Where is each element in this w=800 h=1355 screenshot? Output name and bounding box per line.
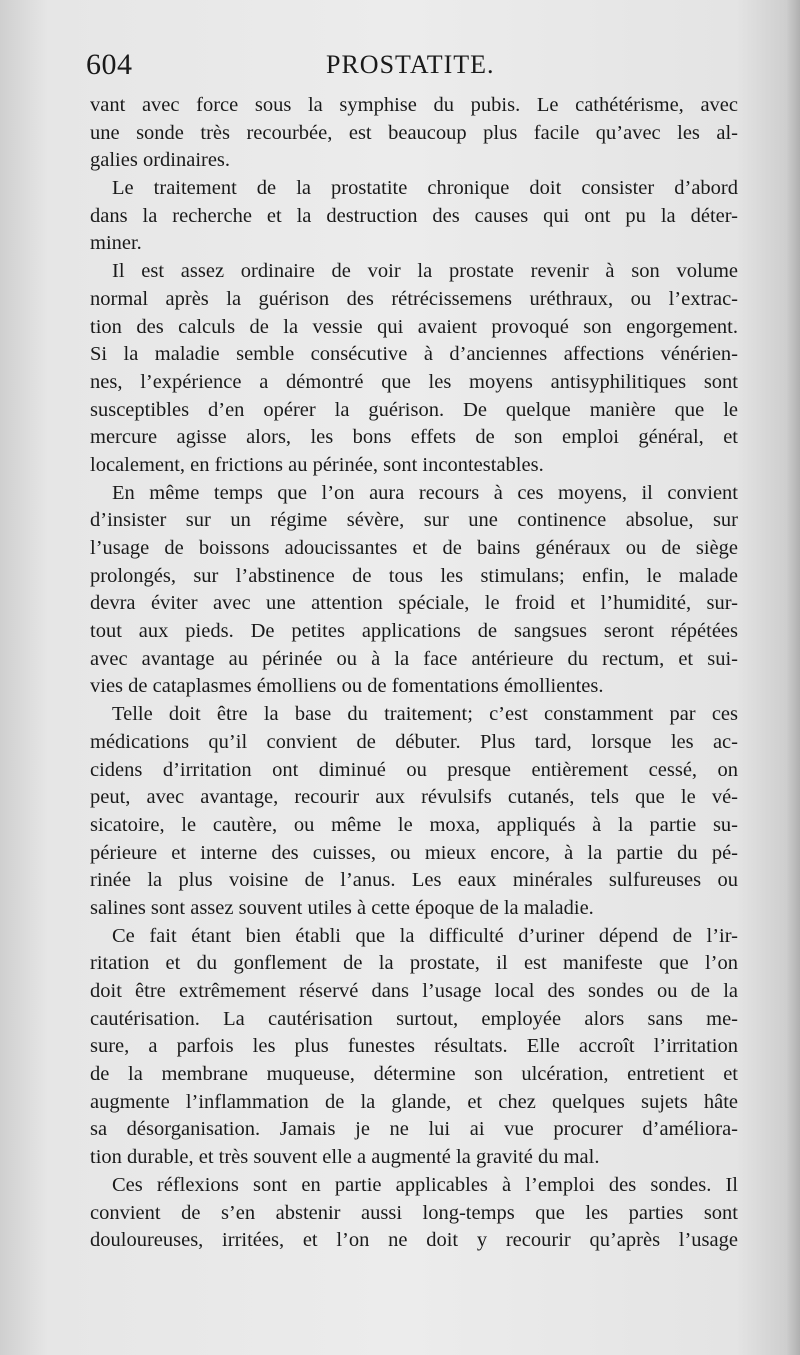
text-line: sicatoire, le cautère, ou même le moxa, appliqués à la partie su- <box>90 813 738 836</box>
text-line: Si la maladie semble consécutive à d’anciennes affections vénérien- <box>90 343 738 366</box>
text-line: vant avec force sous la symphise du pubis. Le cathétérisme, avec <box>90 94 738 116</box>
text-line: une sonde très recourbée, est beaucoup plus facile qu’avec les al- <box>90 121 738 144</box>
text-line: Ce fait étant bien établi que la difficulté d’uriner dépend de l’ir- <box>112 924 738 947</box>
text-line: tion des calculs de la vessie qui avaient provoqué son engorgement. <box>90 315 738 338</box>
text-line: augmente l’inflammation de la glande, et chez quelques sujets hâte <box>90 1090 738 1113</box>
page-number: 604 <box>86 48 133 81</box>
text-line: ritation et du gonflement de la prostate, il est manifeste que l’on <box>90 952 738 975</box>
text-line: tion durable, et très souvent elle a augmenté la gravité du mal. <box>90 1146 600 1169</box>
text-line: sure, a parfois les plus funestes résultats. Elle accroît l’irritation <box>90 1035 738 1058</box>
text-line: normal après la guérison des rétrécissemens uréthraux, ou l’extrac- <box>90 287 738 310</box>
text-line: Telle doit être la base du traitement; c’est constamment par ces <box>112 703 738 726</box>
text-line: l’usage de boissons adoucissantes et de bains généraux ou de siège <box>90 537 738 559</box>
text-line: Il est assez ordinaire de voir la prostate revenir à son volume <box>112 260 738 283</box>
text-line: En même temps que l’on aura recours à ces moyens, il convient <box>112 481 738 504</box>
text-line: cidens d’irritation ont diminué ou presque entièrement cessé, on <box>90 758 738 781</box>
text-line: de la membrane muqueuse, détermine son ulcération, entretient et <box>90 1063 738 1086</box>
text-line: cautérisation. La cautérisation surtout, employée alors sans me- <box>90 1007 738 1030</box>
text-line: d’insister sur un régime sévère, sur une continence absolue, sur <box>90 509 738 532</box>
text-line: vies de cataplasmes émolliens ou de fomentations émollientes. <box>90 675 604 698</box>
text-line: tout aux pieds. De petites applications de sangsues seront répétées <box>90 620 738 643</box>
text-line: miner. <box>90 232 142 255</box>
text-line: sa désorganisation. Jamais je ne lui ai vue procurer d’améliora- <box>90 1118 738 1141</box>
text-line: Ces réflexions sont en partie applicables à l’emploi des sondes. Il <box>112 1173 738 1196</box>
text-line: douloureuses, irritées, et l’on ne doit y recourir qu’après l’usage <box>90 1229 738 1252</box>
page-edge-shadow <box>786 0 800 1355</box>
text-line: peut, avec avantage, recourir aux révulsifs cutanés, tels que le vé- <box>90 786 738 809</box>
text-line: doit être extrêmement réservé dans l’usage local des sondes ou de la <box>90 980 738 1002</box>
text-line: susceptibles d’en opérer la guérison. De quelque manière que le <box>90 398 738 421</box>
text-line: salines sont assez souvent utiles à cette époque de la maladie. <box>90 896 594 919</box>
text-line: mercure agisse alors, les bons effets de son emploi général, et <box>90 426 738 449</box>
text-line: localement, en frictions au périnée, sont incontestables. <box>90 453 544 476</box>
text-line: médications qu’il convient de débuter. Plus tard, lorsque les ac- <box>90 730 738 753</box>
text-line: Le traitement de la prostatite chronique doit consister d’abord <box>112 177 738 200</box>
text-line: galies ordinaires. <box>90 149 231 172</box>
text-line: dans la recherche et la destruction des causes qui ont pu la déter- <box>90 204 738 227</box>
text-line: nes, l’expérience a démontré que les moyens antisyphilitiques sont <box>90 370 738 393</box>
text-line: devra éviter avec une attention spéciale, le froid et l’humidité, sur- <box>90 592 738 615</box>
text-line: prolongés, sur l’abstinence de tous les stimulans; enfin, le malade <box>90 564 738 587</box>
text-line: périeure et interne des cuisses, ou mieux encore, à la partie du pé- <box>90 841 738 864</box>
body-text <box>90 92 738 1255</box>
text-line: rinée la plus voisine de l’anus. Les eaux minérales sulfureuses ou <box>90 869 738 892</box>
page-header <box>86 48 736 88</box>
text-line: avec avantage au périnée ou à la face antérieure du rectum, et sui- <box>90 647 738 670</box>
text-line: convient de s’en abstenir aussi long-temps que les parties sont <box>90 1201 738 1224</box>
running-title: PROSTATITE. <box>326 50 495 79</box>
